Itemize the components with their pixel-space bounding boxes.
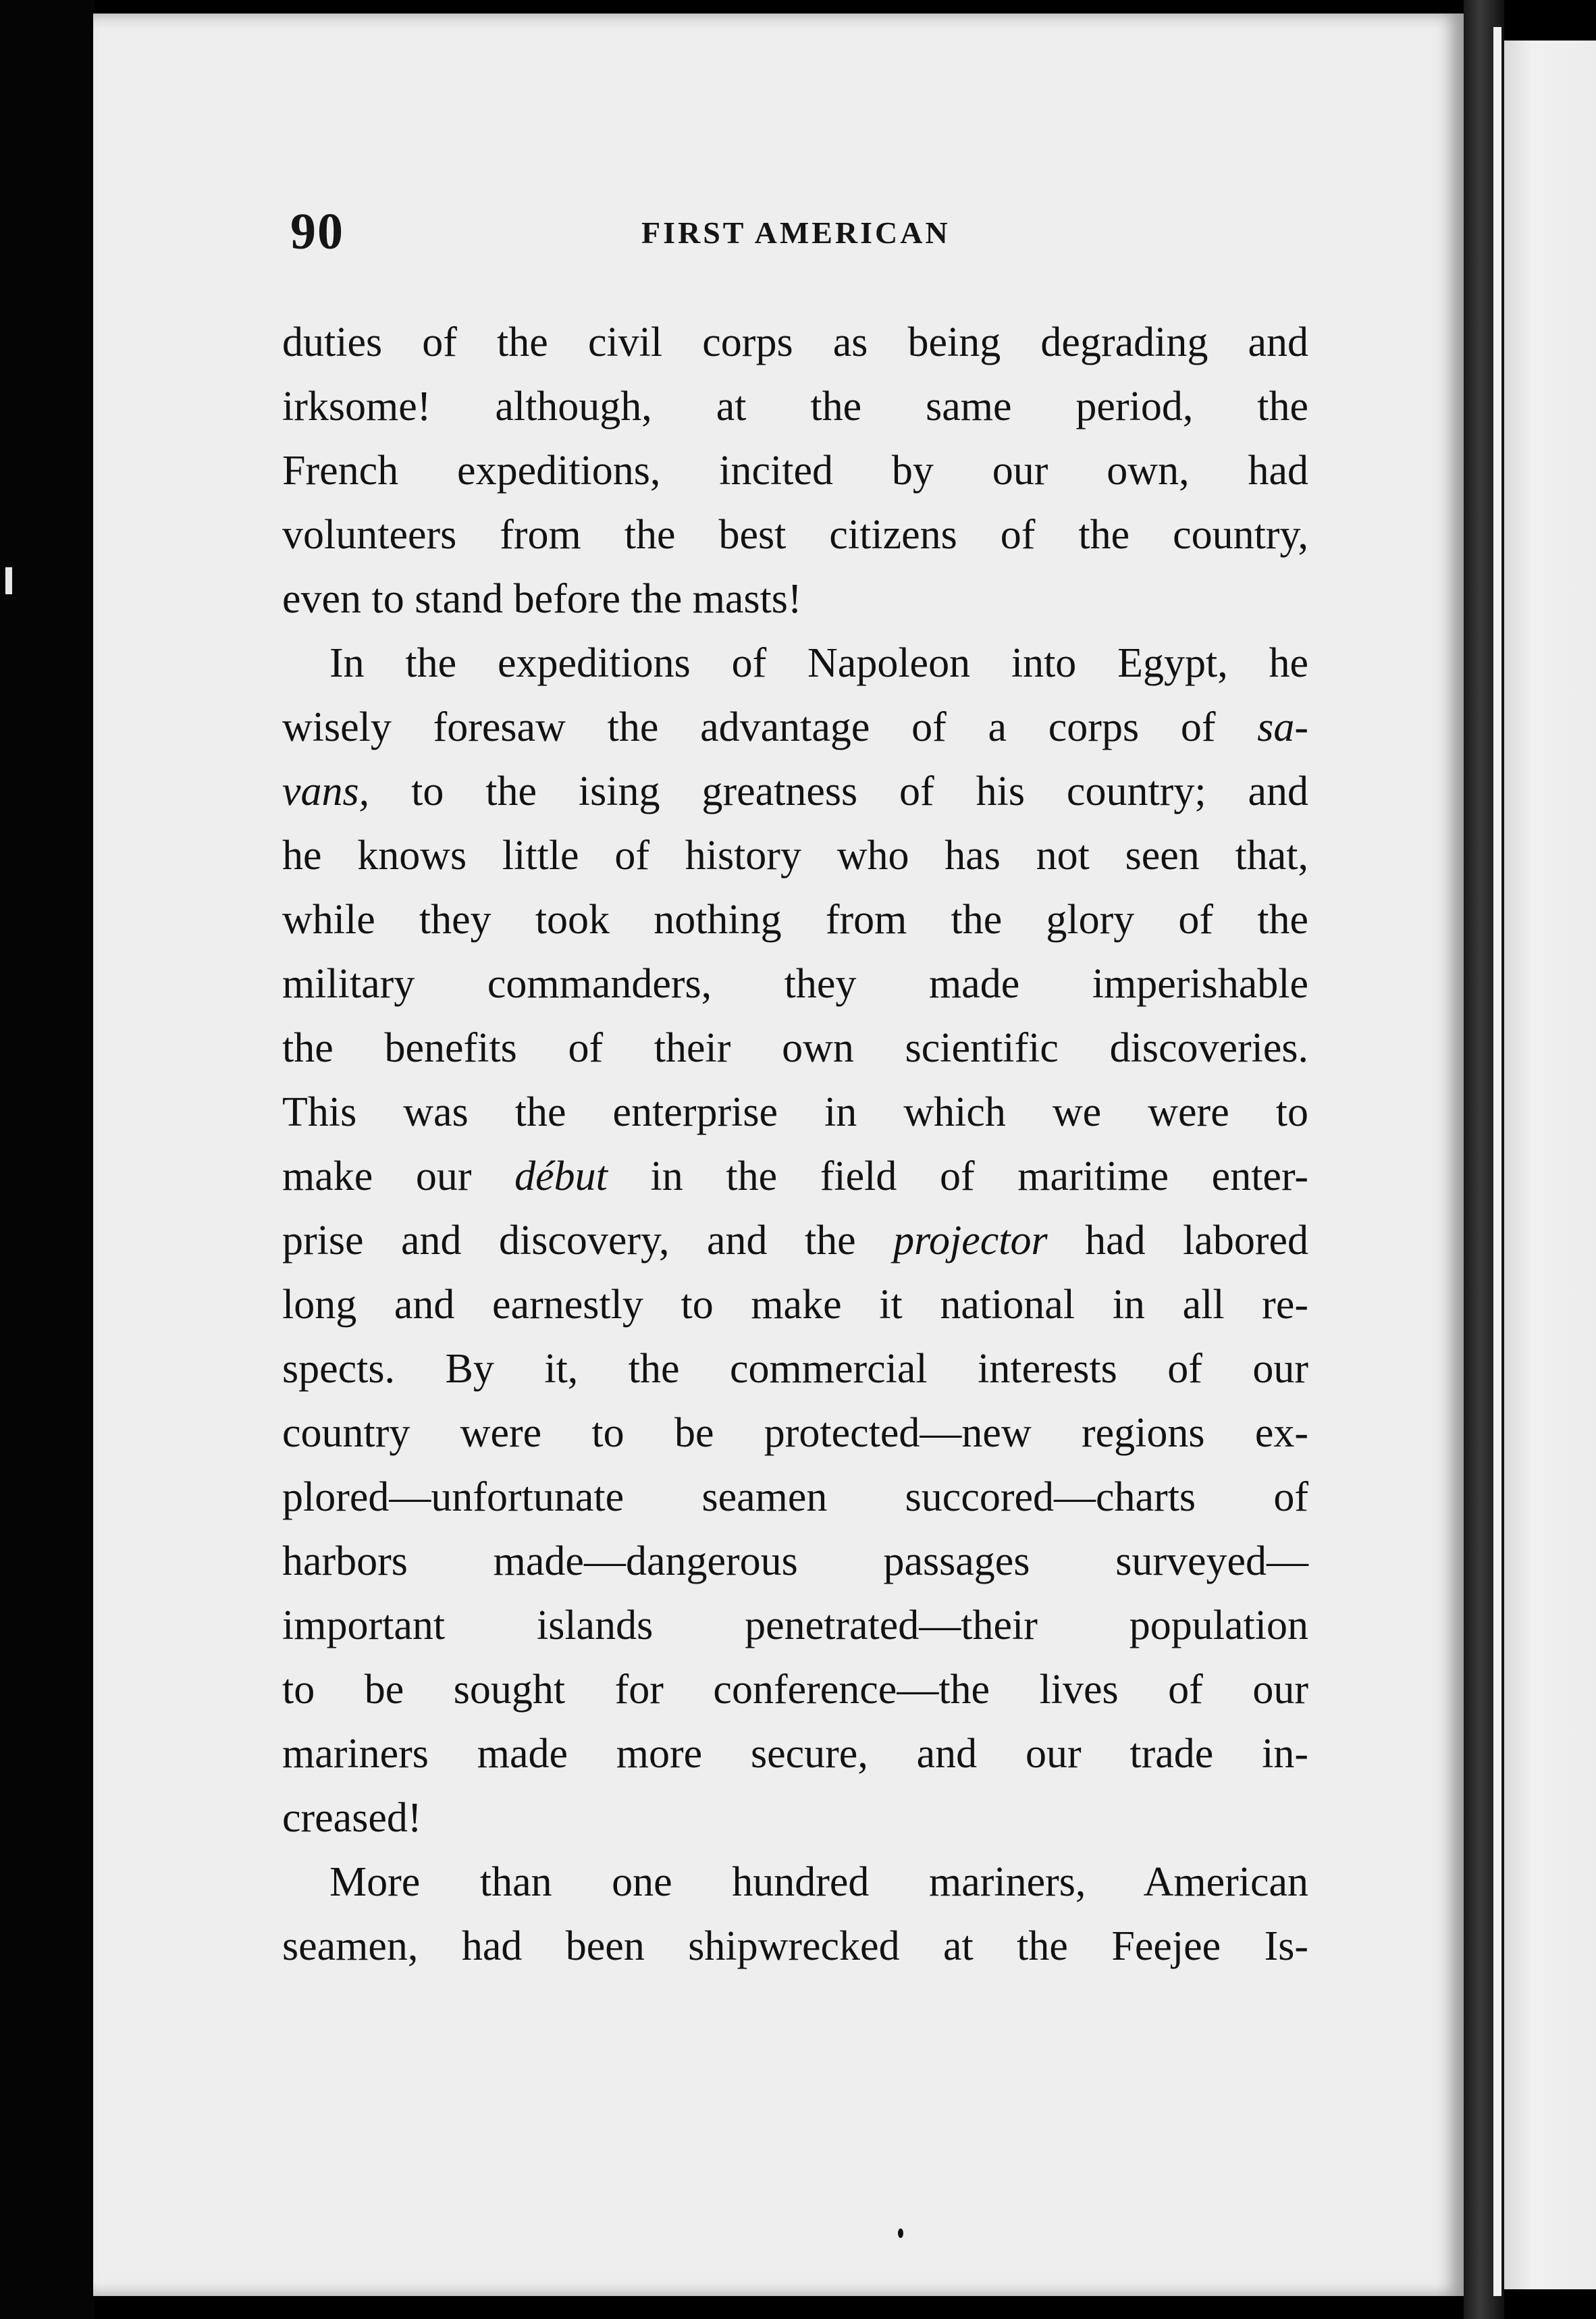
text-line: country were to be protected—new regions ex- <box>282 1410 1308 1456</box>
left-scan-border <box>0 0 95 2319</box>
text-line: while they took nothing from the glory of the <box>282 897 1308 943</box>
ink-speck <box>898 2229 903 2238</box>
running-head: FIRST AMERICAN <box>641 215 951 250</box>
facing-page-edge <box>1493 27 1501 2296</box>
text-line: seamen, had been shipwrecked at the Feejee Is- <box>282 1923 1308 1969</box>
text-line: even to stand before the masts! <box>282 576 802 622</box>
text-line: harbors made—dangerous passages surveyed— <box>282 1538 1308 1584</box>
text-line: vans, to the ising greatness of his country; and <box>282 768 1308 814</box>
text-line: French expeditions, incited by our own, had <box>282 448 1308 494</box>
text-line: plored—unfortunate seamen succored—charts of <box>282 1474 1308 1520</box>
text-line: military commanders, they made imperishable <box>282 961 1308 1007</box>
text-line: This was the enterprise in which we were to <box>282 1089 1308 1135</box>
page-number: 90 <box>290 203 344 260</box>
text-line: In the expeditions of Napoleon into Egypt, he <box>329 640 1308 686</box>
text-line: creased! <box>282 1795 422 1841</box>
text-line: the benefits of their own scientific discoveries. <box>282 1025 1308 1071</box>
margin-speck <box>5 567 12 594</box>
text-line: prise and discovery, and the projector had labored <box>282 1218 1308 1263</box>
text-line: make our début in the field of maritime enter- <box>282 1153 1308 1199</box>
body-text <box>282 311 1308 1979</box>
text-line: duties of the civil corps as being degrading and <box>282 319 1308 365</box>
text-line: volunteers from the best citizens of the country, <box>282 512 1308 558</box>
text-line: important islands penetrated—their population <box>282 1603 1308 1648</box>
page-header <box>290 203 1303 260</box>
text-line: irksome! although, at the same period, the <box>282 384 1308 429</box>
text-line: to be sought for conference—the lives of our <box>282 1667 1308 1713</box>
facing-page <box>1504 41 1596 2289</box>
text-line: long and earnestly to make it national in all re- <box>282 1282 1308 1328</box>
text-line: More than one hundred mariners, American <box>329 1859 1308 1905</box>
text-line: mariners made more secure, and our trade in- <box>282 1731 1308 1777</box>
text-line: wisely foresaw the advantage of a corps of sa- <box>282 704 1308 750</box>
text-line: he knows little of history who has not seen that, <box>282 833 1308 879</box>
text-line: spects. By it, the commercial interests of our <box>282 1346 1308 1392</box>
